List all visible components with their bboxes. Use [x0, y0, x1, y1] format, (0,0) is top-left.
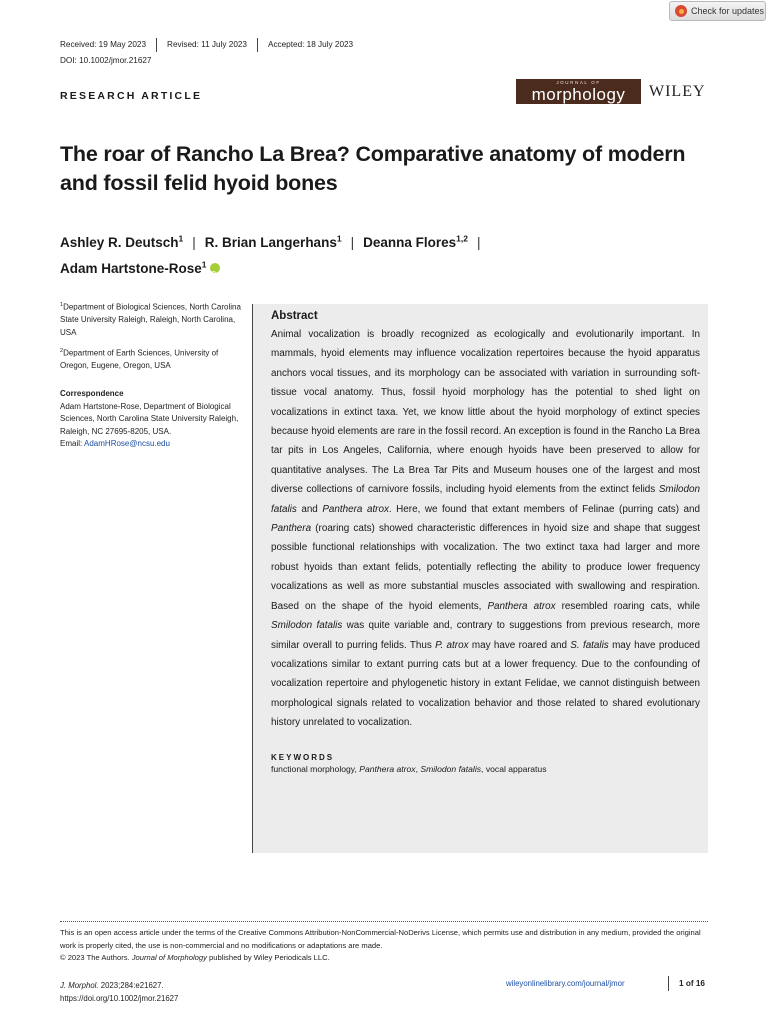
affiliation-1: $^1$Department of Biological Sciences, North Carolina State University Raleigh, Raleigh, North Carolina, USA: [60, 302, 241, 337]
keywords-list: functional morphology, Panthera atrox, Smilodon fatalis, vocal apparatus: [271, 763, 547, 774]
article-type: RESEARCH ARTICLE: [60, 90, 203, 102]
journal-logo: [516, 79, 641, 104]
keywords-heading: KEYWORDS: [271, 752, 335, 762]
doi-link[interactable]: https://doi.org/10.1002/jmor.21627: [60, 994, 179, 1003]
accepted-date: Accepted: 18 July 2023: [257, 38, 363, 52]
author-name[interactable]: Deanna Flores$^{1,2}$: [363, 233, 468, 250]
journal-logo-name: morphology: [531, 85, 626, 104]
journal-logo-label: JOURNAL OF: [556, 80, 601, 85]
correspondence-email-line: Email: AdamHRose@ncsu.edu: [60, 439, 170, 448]
page-count: 1 of 16: [668, 976, 705, 991]
author-separator: |: [350, 234, 355, 250]
correspondence: [60, 388, 245, 451]
citation-text: 2023;284:e21627.: [98, 981, 164, 990]
author-name[interactable]: Ashley R. Deutsch$^1$: [60, 233, 184, 250]
correspondence-heading: Correspondence: [60, 389, 124, 398]
check-for-updates-button[interactable]: [669, 1, 766, 21]
journal-site-link[interactable]: wileyonlinelibrary.com/journal/jmor: [506, 979, 625, 988]
journal-abbrev: J. Morphol.: [60, 981, 99, 990]
abstract-heading: Abstract: [271, 310, 318, 322]
received-date: Received: 19 May 2023: [60, 40, 147, 49]
license-text: This is an open access article under the terms of the Creative Commons Attribution-NonCommercial-NoDerivs License, which permits use and distribution in any medium, provided the original work is properly cited, the use is non-commercial and no modifications or adaptations are made.: [60, 928, 701, 950]
email-link[interactable]: AdamHRose@ncsu.edu: [84, 439, 170, 448]
correspondence-text: Adam Hartstone-Rose, Department of Biological Sciences, North Carolina State University Raleigh, Raleigh, NC 27695-8205, USA.: [60, 401, 239, 436]
abstract-text: Animal vocalization is broadly recognized as ecologically and evolutionarily important. In mammals, hyoid elements may influence vocalization repertoires because the hyoid apparatus anchors vocal tissues, and its morphology can be associated with variation in surrounding soft-tissue vocal anatomy. Thus, fossil hyoid morphology has the potential to shed light on vocalizations in extinct taxa. Yet, we know little about the hyoid morphology of extinct species because hyoid elements are rare in the fossil record. An exception is found in the Rancho La Brea tar pits in Los Angeles, California, where enough hyoids have been preserved to allow for quantitative analyses. The La Brea Tar Pits and Museum houses one of the largest and most diverse collections of carnivore fossils, including hyoid elements from the extinct felids Smilodon fatalis and Panthera atrox. Here, we found that extant members of Felinae (purring cats) and Panthera (roaring cats) showed characteristic differences in hyoid size and shape that suggest possible functional relationships with vocalization. The two extinct taxa had larger and more robust hyoids than extant felids, potentially reflecting the ability to produce lower frequency vocalizations as well as more substantial muscles associated with swallowing and respiration. Based on the shape of the hyoid elements, Panthera atrox resembled roaring cats, while Smilodon fatalis was quite variable and, contrary to suggestions from previous research, more similar overall to purring felids. Thus P. atrox may have roared and S. fatalis may have produced vocalizations similar to extant purring cats but at a lower frequency. Due to the confounding of vocalization repertoire and phylogenetic history in extant Felidae, we cannot distinguish between morphological signals related to vocalization behavior and those related to shared evolutionary history unrelated to vocalization.: [271, 329, 700, 729]
revised-date: Revised: 11 July 2023: [156, 38, 257, 52]
footer-divider: [60, 921, 708, 922]
author-name[interactable]: Adam Hartstone-Rose$^1$: [60, 259, 207, 276]
license-notice: [60, 927, 710, 965]
orcid-icon[interactable]: [210, 263, 220, 273]
citation: [60, 979, 178, 1005]
doi: DOI: 10.1002/jmor.21627: [60, 56, 152, 65]
crossmark-icon: [675, 5, 687, 17]
check-for-updates-label: Check for updates: [691, 6, 765, 16]
author-separator: |: [192, 234, 196, 250]
article-title: The roar of Rancho La Brea? Comparative anatomy of modern and fossil felid hyoid bones: [60, 142, 686, 195]
abstract-box: [252, 304, 708, 853]
article-dates: [60, 38, 363, 52]
publisher-logo: WILEY: [649, 83, 706, 100]
copyright-line: © 2023 The Authors. Journal of Morphology published by Wiley Periodicals LLC.: [60, 953, 330, 963]
author-name[interactable]: R. Brian Langerhans$^1$: [204, 233, 342, 250]
author-separator: |: [476, 234, 481, 250]
affiliation-2: $^2$Department of Earth Sciences, University of Oregon, Eugene, Oregon, USA: [60, 348, 219, 371]
author-list: [60, 227, 700, 280]
